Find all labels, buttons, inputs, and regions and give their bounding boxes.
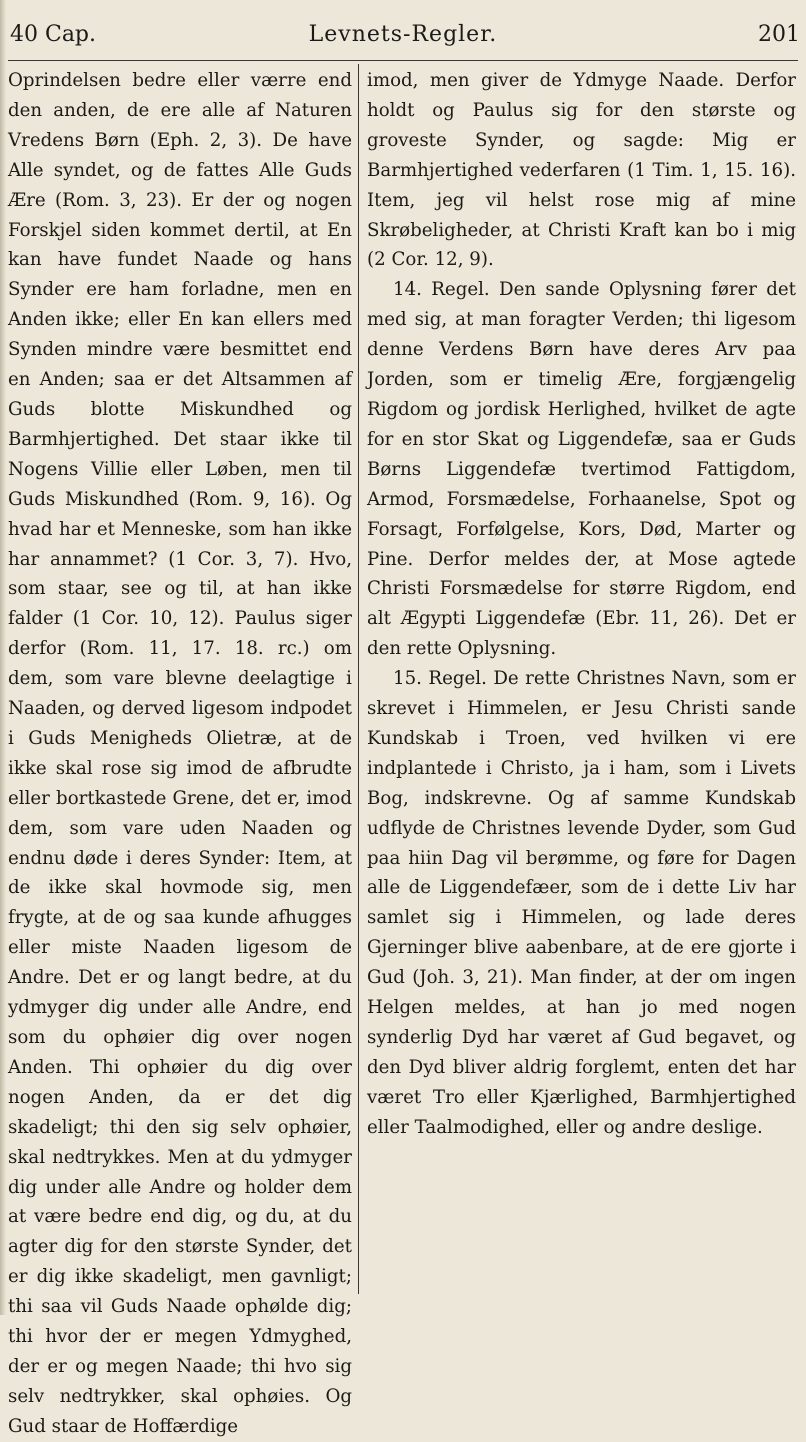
right-column bbox=[367, 66, 796, 1143]
binding-gutter bbox=[0, 0, 6, 1315]
running-title: Levnets-Regler. bbox=[308, 22, 498, 47]
left-column bbox=[8, 66, 352, 1442]
rule-14-paragraph: 14. Regel. Den sande Oplysning fører det med sig, at man foragter Verden; thi ligesom denne Verdens Børn have deres Arv paa Jorden, som er timelig Ære, forgjængelig Rigdom og jordisk Herlighed, hvilket de agte for en stor Skat og Liggendefæ, saa er Guds Børns Liggendefæ tvertimod Fattigdom, Armod, Forsmædelse, Forhaanelse, Spot og Forsagt, Forfølgelse, Kors, Død, Marter og Pine. Derfor meldes der, at Mose agtede Christi Forsmædelse for større Rigdom, end alt Ægypti Liggendefæ (Ebr. 11, 26). Det er den rette Oplysning. bbox=[367, 279, 796, 660]
chapter-label: 40 Cap. bbox=[10, 22, 97, 47]
right-paragraph-continued: imod, men giver de Ydmyge Naade. Derfor holdt og Paulus sig for den største og groveste Synder, og sagde: Mig er Barmhjertighed vederfaren (1 Tim. 1, 15. 16). Item, jeg vil helst rose mig af mine Skrøbeligheder, at Christi Kraft kan bo i mig (2 Cor. 12, 9). bbox=[367, 70, 796, 271]
rule-15-paragraph: 15. Regel. De rette Christnes Navn, som er skrevet i Himmelen, er Jesu Christi sande Kundskab i Troen, ved hvilken vi ere indplantede i Christo, ja i ham, som i Livets Bog, indskrevne. Og af samme Kundskab udflyde de Christnes levende Dyder, som Gud paa hiin Dag vil berømme, og føre for Dagen alle de Liggendefæer, som de i dette Liv har samlet sig i Himmelen, og lade deres Gjerninger blive aabenbare, at de ere gjorte i Gud (Joh. 3, 21). Man finder, at der om ingen Helgen meldes, at han jo med nogen synderlig Dyd har været af Gud begavet, og den Dyd bliver aldrig forglemt, enten det har været Tro eller Kjærlighed, Barmhjertighed eller Taalmodighed, eller og andre deslige. bbox=[367, 668, 796, 1138]
page-number: 201 bbox=[758, 22, 800, 47]
column-divider bbox=[358, 64, 359, 1294]
running-header bbox=[6, 18, 800, 54]
header-rule bbox=[8, 60, 798, 61]
left-column-text: Oprindelsen bedre eller værre end den anden, de ere alle af Naturen Vredens Børn (Eph. 2, 3). De have Alle syndet, og de fattes Alle Guds Ære (Rom. 3, 23). Er der og nogen Forskjel siden kommet dertil, at En kan have fundet Naade og hans Synder ere ham forladne, men en Anden ikke; eller En kan ellers med Synden mindre være besmittet end en Anden; saa er det Altsammen af Guds blotte Miskundhed og Barmhjertighed. Det staar ikke til Nogens Villie eller Løben, men til Guds Miskundhed (Rom. 9, 16). Og hvad har et Menneske, som han ikke har annammet? (1 Cor. 3, 7). Hvo, som staar, see og til, at han ikke falder (1 Cor. 10, 12). Paulus siger derfor (Rom. 11, 17. 18. rc.) om dem, som vare blevne deelagtige i Naaden, og derved ligesom indpodet i Guds Menigheds Olietræ, at de ikke skal rose sig imod de afbrudte eller bortkastede Grene, det er, imod dem, som vare uden Naaden og endnu døde i deres Synder: Item, at de ikke skal hovmode sig, men frygte, at de og saa kunde afhugges eller miste Naaden ligesom de Andre. Det er og langt bedre, at du ydmyger dig under alle Andre, end som du ophøier dig over nogen Anden. Thi ophøier du dig over nogen Anden, da er det dig skadeligt; thi den sig selv ophøier, skal nedtrykkes. Men at du ydmyger dig under alle Andre og holder dem at være bedre end dig, og du, at du agter dig for den største Synder, det er dig ikke skadeligt, men gavnligt; thi saa vil Guds Naade ophølde dig; thi hvor der er megen Ydmyghed, der er og megen Naade; thi hvo sig selv nedtrykker, skal ophøies. Og Gud staar de Hoffærdige bbox=[8, 70, 352, 1437]
